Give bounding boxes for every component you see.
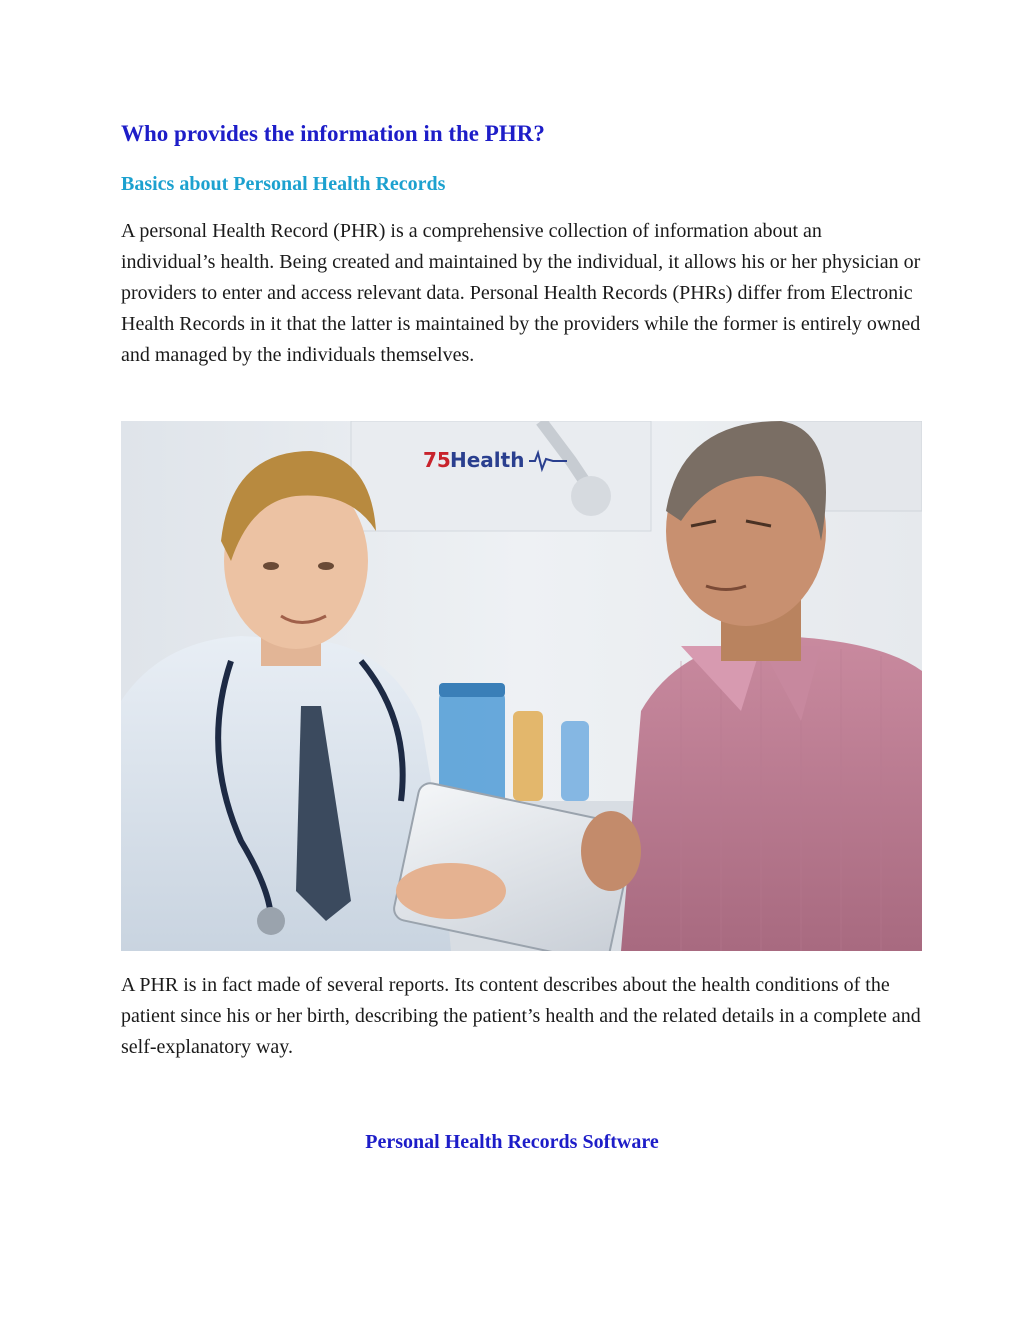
- brand-logo-word: Health: [450, 448, 525, 472]
- page-title: Who provides the information in the PHR?: [121, 121, 545, 146]
- intro-paragraph: A personal Health Record (PHR) is a comprehensive collection of information about an individual’s health. Being created and maintained by the individual, it allows his or her physician or providers to enter and access relevant data. Personal Health Records (PHRs) differ from Electronic Health Records in it that the latter is maintained by the providers while the former is entirely owned and managed by the individuals themselves.: [121, 220, 921, 366]
- phr-software-link[interactable]: Personal Health Records Software: [365, 1131, 659, 1153]
- brand-logo-number: 75: [423, 448, 451, 472]
- section-subtitle: Basics about Personal Health Records: [121, 173, 446, 195]
- detail-paragraph: A PHR is in fact made of several reports. Its content describes about the health conditions of the patient since his or her birth, describing the patient’s health and the related details in a complete and self-explanatory way.: [121, 974, 921, 1058]
- doctor-patient-photo: [121, 421, 922, 951]
